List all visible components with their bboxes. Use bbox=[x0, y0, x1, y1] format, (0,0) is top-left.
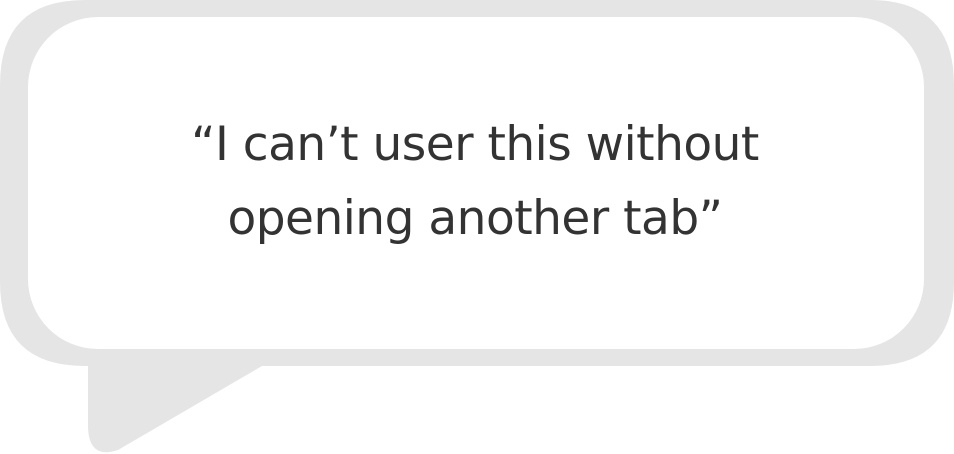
quote-line-2: opening another tab” bbox=[227, 191, 723, 246]
quote-text bbox=[120, 108, 830, 256]
quote-line-1: “I can’t user this without bbox=[191, 117, 759, 172]
